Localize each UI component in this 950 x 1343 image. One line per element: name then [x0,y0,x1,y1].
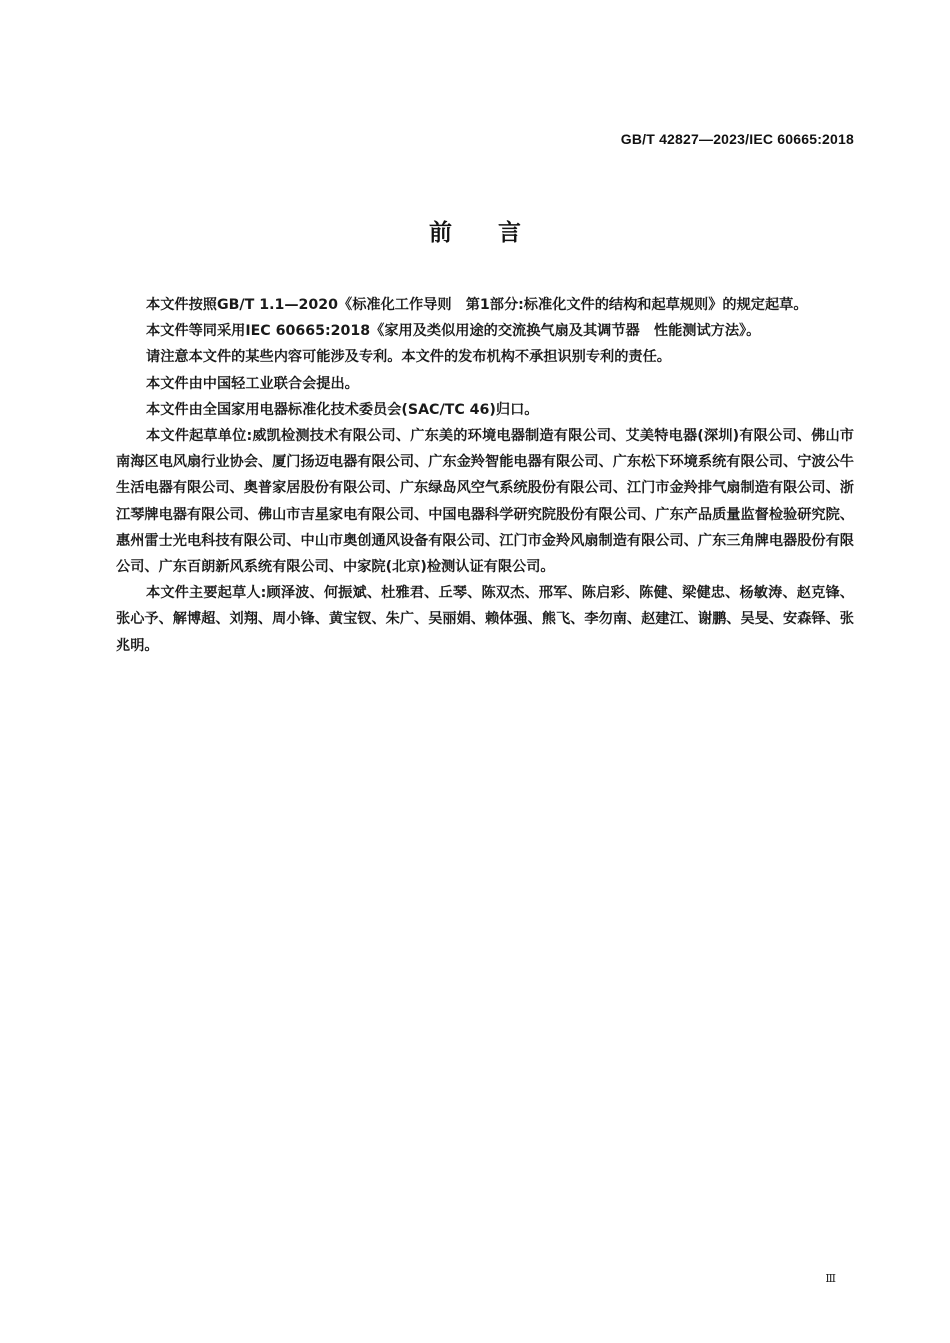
standard-number-header: GB/T 42827—2023/IEC 60665:2018 [620,131,854,147]
paragraph-drafting-units: 本文件起草单位:威凯检测技术有限公司、广东美的环境电器制造有限公司、艾美特电器(深圳)有限公司、佛山市南海区电风扇行业协会、厦门扬迈电器有限公司、广东金羚智能电器有限公司、广东松下环境系统有限公司、宁波公牛生活电器有限公司、奥普家居股份有限公司、广东绿岛风空气系统股份有限公司、江门市金羚排气扇制造有限公司、浙江琴牌电器有限公司、佛山市吉星家电有限公司、中国电器科学研究院股份有限公司、广东产品质量监督检验研究院、惠州雷士光电科技有限公司、中山市奥创通风设备有限公司、江门市金羚风扇制造有限公司、广东三角牌电器股份有限公司、广东百朗新风系统有限公司、中家院(北京)检测认证有限公司。 [116,428,854,576]
paragraph-main-drafters: 本文件主要起草人:顾泽波、何振斌、杜雅君、丘琴、陈双杰、邢军、陈启彩、陈健、梁健忠、杨敏涛、赵克锋、张心予、解博超、刘翔、周小锋、黄宝钗、朱广、吴丽娟、赖体强、熊飞、李勿南、赵建江、谢鹏、吴旻、安森铎、张兆明。 [116,585,854,654]
paragraph-proposed-by: 本文件由中国轻工业联合会提出。 [146,375,359,392]
paragraph-patent-notice: 请注意本文件的某些内容可能涉及专利。本文件的发布机构不承担识别专利的责任。 [146,349,671,366]
page-number: Ⅲ [825,1272,836,1285]
paragraph-under-jurisdiction: 本文件由全国家用电器标准化技术委员会(SAC/TC 46)归口。 [146,401,539,418]
page-title: 前言 [429,220,567,246]
paragraph-drafting-rules: 本文件按照GB/T 1.1—2020《标准化工作导则 第1部分:标准化文件的结构和起草规则》的规定起草。 [146,297,808,313]
paragraph-adoption: 本文件等同采用IEC 60665:2018《家用及类似用途的交流换气扇及其调节器 性能测试方法》。 [146,323,761,340]
foreword-body [116,292,854,659]
